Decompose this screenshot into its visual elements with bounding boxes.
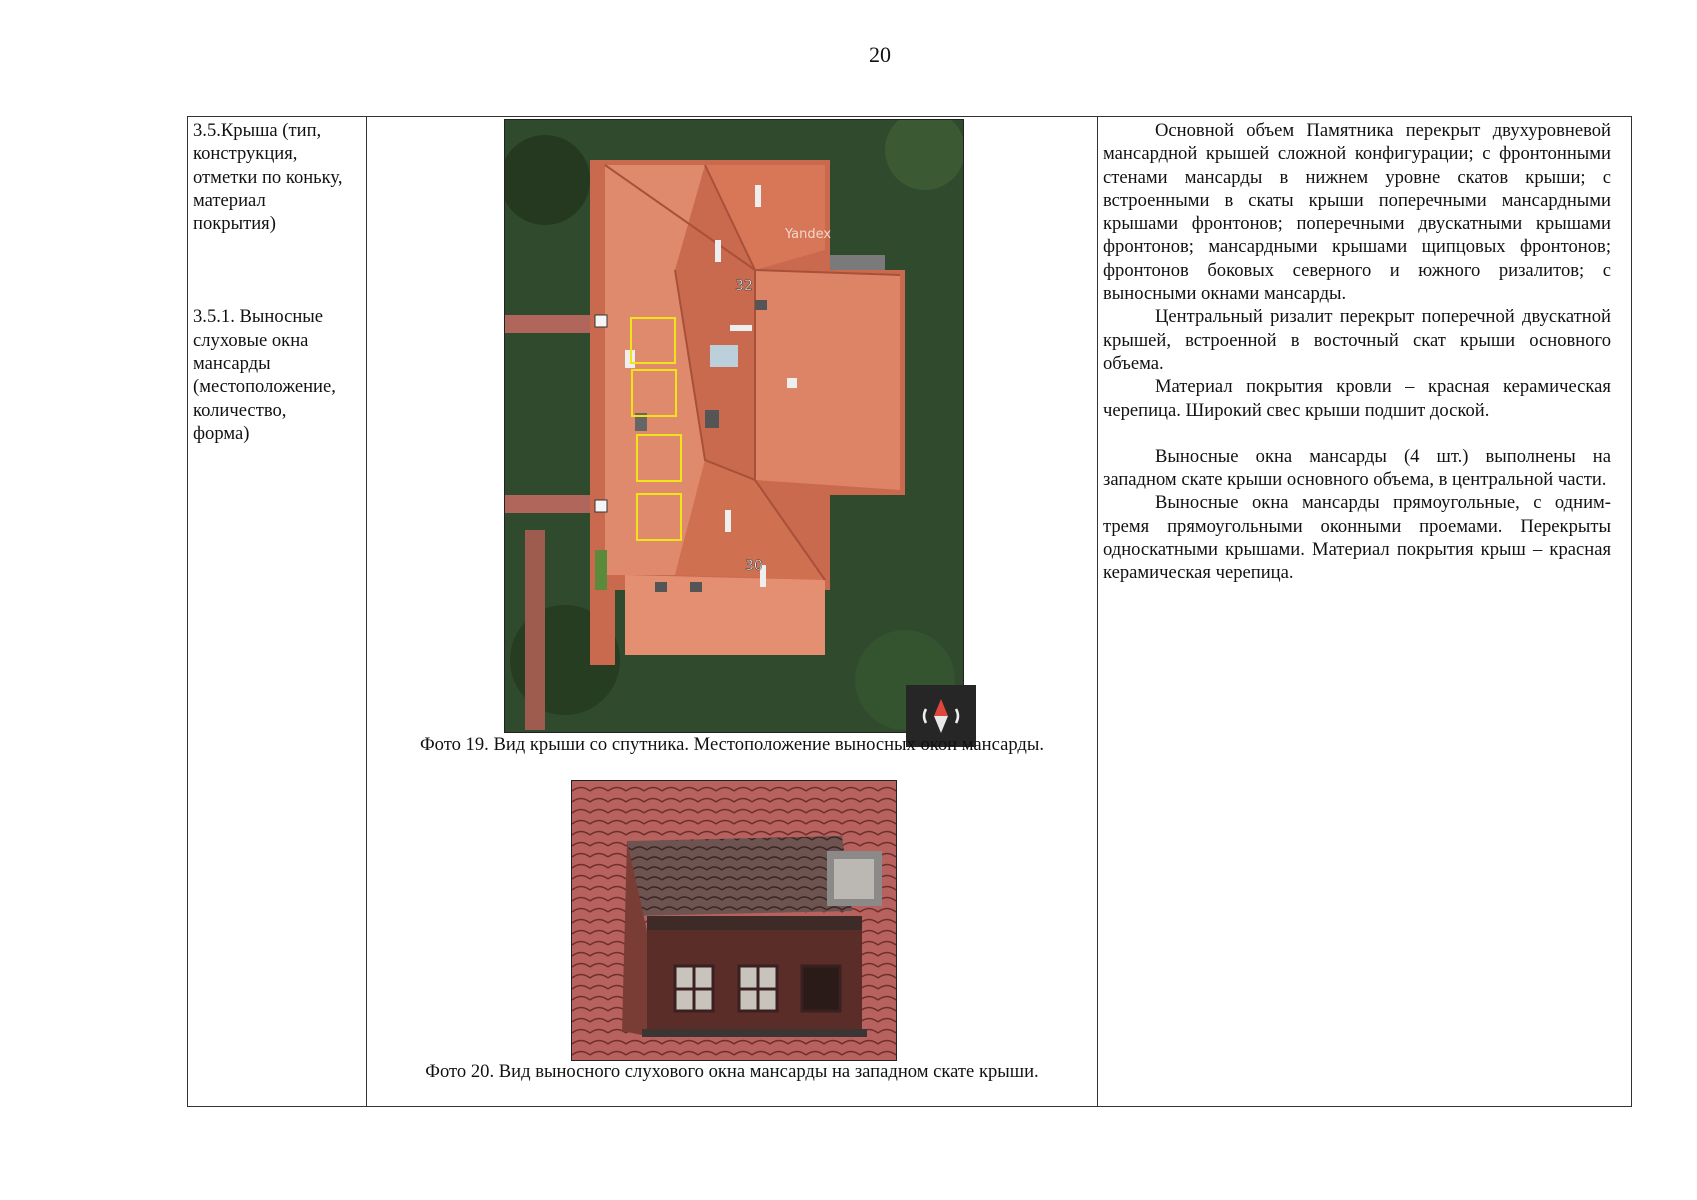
description-paragraph: Материал покрытия кровли – красная керамическая черепица. Широкий свес крыши подшит доской.	[1103, 376, 1611, 421]
table-row	[188, 117, 1632, 1107]
passport-table	[187, 116, 1632, 1107]
section-label-line: материал	[193, 189, 266, 211]
satellite-roof-photo	[504, 119, 964, 733]
section-label-line: конструкция,	[193, 143, 298, 165]
photo-20-caption: Фото 20. Вид выносного слухового окна мансарды на западном скате крыши.	[425, 1061, 1039, 1082]
dormer-window-photo	[571, 780, 897, 1061]
description-paragraph: Выносные окна мансарды прямоугольные, с одним-тремя прямоугольными оконными проемами. Перекрыты односкатными крышами. Материал покрытия крыш – красная керамическая черепица.	[1103, 492, 1611, 584]
label-cell	[188, 117, 367, 1107]
house-number-label: 32	[735, 278, 753, 294]
photos-cell	[367, 117, 1098, 1107]
subsection-label-line: слуховые окна	[193, 329, 309, 351]
subsection-label-line: (местоположение,	[193, 376, 336, 398]
description-paragraph: Основной объем Памятника перекрыт двухуровневой мансардной крышей сложной конфигурации; с фронтонными стенами мансарды в нижнем уровне скатов крыши; с встроенными в скаты крыши поперечными мансардными крышами фронтонов; поперечными двускатными крышами фронтонов; мансардными крышами щипцовых фронтонов; фронтонов боковых северного и южного ризалитов; с выносными окнами мансарды.	[1103, 120, 1611, 305]
section-label-line: 3.5.Крыша (тип,	[193, 120, 322, 141]
photo-19-caption: Фото 19. Вид крыши со спутника. Местоположение выносных окон мансарды.	[419, 734, 1045, 755]
description-paragraph: Выносные окна мансарды (4 шт.) выполнены на западном скате крыши основного объема, в центральной части.	[1103, 445, 1611, 491]
subsection-label-line: мансарды	[193, 353, 271, 375]
subsection-label-line: 3.5.1. Выносные	[193, 306, 324, 328]
watermark-text: Yandex	[785, 227, 832, 242]
subsection-label-line: количество,	[193, 399, 287, 421]
subsection-label-line: форма)	[193, 422, 250, 444]
description-paragraph: Центральный ризалит перекрыт поперечной двускатной крышей, встроенной в восточный скат крыши основного объема.	[1103, 306, 1611, 374]
section-label-line: отметки по коньку,	[193, 166, 343, 188]
house-number-label: 30	[745, 558, 763, 574]
section-label-line: покрытия)	[193, 213, 276, 235]
description-cell	[1098, 117, 1632, 1107]
page-number: 20	[869, 42, 891, 67]
